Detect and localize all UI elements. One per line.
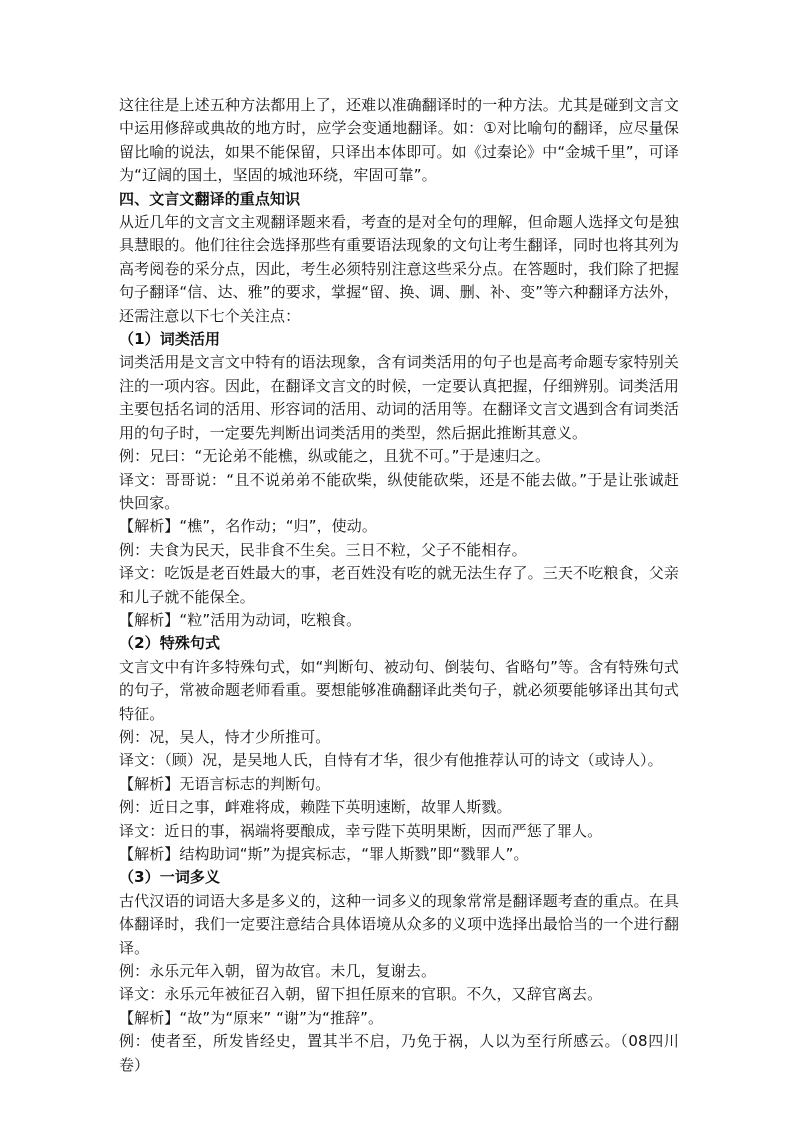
example-sentence: 例：夫食为民天，民非食不生矣。三日不粒，父子不能相存。 <box>119 540 527 559</box>
paragraph-special-sentence-intro: 文言文中有许多特殊句式，如“判断句、被动句、倒装句、省略句”等。含有特殊句式的句子，常被命题老师看重。要想能够准确翻译此类句子，就必须要能够译出其句式特征。 <box>119 657 679 723</box>
example-sentence: 例：况，吴人，恃才少所推可。 <box>119 727 331 746</box>
subheading-polysemy: （3）一词多义 <box>119 868 221 887</box>
document-body <box>119 94 679 1077</box>
analysis-text: 【解析】结构助词“斯”为提宾标志，“罪人斯戮”即“戮罪人”。 <box>119 845 529 863</box>
translation-text: 译文：（顾）况，是吴地人氏，自恃有才华，很少有他推荐认可的诗文（或诗人）。 <box>119 751 663 770</box>
translation-text: 译文：吃饭是老百姓最大的事，老百姓没有吃的就无法生存了。三天不吃粮食，父亲和儿子就不能保全。 <box>119 564 679 606</box>
example-sentence: 例：使者至，所发皆经史，置其半不启，乃免于祸，人以为至行所感云。（08四川卷） <box>119 1032 679 1074</box>
analysis-text: 【解析】“樵”，名作动；“归”，使动。 <box>119 517 377 536</box>
analysis-text: 【解析】“粒”活用为动词，吃粮食。 <box>119 610 362 629</box>
paragraph-method-intro: 这往往是上述五种方法都用上了，还难以准确翻译时的一种方法。尤其是碰到文言文中运用修辞或典故的地方时，应学会变通地翻译。如：①对比喻句的翻译，应尽量保留比喻的说法，如果不能保留，只译出本体即可。如《过秦论》中“金城千里”，可译为“辽阔的国土，坚固的城池环绕，牢固可靠”。 <box>119 96 679 185</box>
analysis-text: 【解析】无语言标志的判断句。 <box>119 774 331 793</box>
translation-text: 译文：哥哥说：“且不说弟弟不能砍柴，纵使能砍柴，还是不能去做。”于是让张诚赶快回家。 <box>119 470 679 512</box>
paragraph-overview: 从近几年的文言文主观翻译题来看，考查的是对全句的理解，但命题人选择文句是独具慧眼的。他们往往会选择那些有重要语法现象的文句让考生翻译，同时也将其列为高考阅卷的采分点，因此，考生必须特别注意这些采分点。在答题时，我们除了把握句子翻译“信、达、雅”的要求，掌握“留、换、调、删、补、变”等六种翻译方法外，还需注意以下七个关注点： <box>119 213 679 325</box>
example-sentence: 例：永乐元年入朝，留为故官。未几，复谢去。 <box>119 962 437 981</box>
translation-text: 译文：近日的事，祸端将要酿成，幸亏陛下英明果断，因而严惩了罪人。 <box>119 821 603 840</box>
paragraph-polysemy-intro: 古代汉语的词语大多是多义的，这种一词多义的现象常常是翻译题考查的重点。在具体翻译时，我们一定要注意结合具体语境从众多的义项中选择出最恰当的一个进行翻译。 <box>119 891 679 957</box>
section-heading-key-knowledge: 四、文言文翻译的重点知识 <box>119 189 301 208</box>
translation-text: 译文：永乐元年被征召入朝，留下担任原来的官职。不久，又辞官离去。 <box>119 985 603 1004</box>
paragraph-word-class-intro: 词类活用是文言文中特有的语法现象，含有词类活用的句子也是高考命题专家特别关注的一项内容。因此，在翻译文言文的时候，一定要认真把握，仔细辨别。词类活用主要包括名词的活用、形容词的活用、动词的活用等。在翻译文言文遇到含有词类活用的句子时，一定要先判断出词类活用的类型，然后据此推断其意义。 <box>119 353 679 442</box>
analysis-text: 【解析】“故”为“原来” “谢”为“推辞”。 <box>119 1008 384 1027</box>
subheading-special-sentence: （2）特殊句式 <box>119 634 221 653</box>
subheading-word-class-shift: （1）词类活用 <box>119 330 221 349</box>
example-sentence: 例：近日之事，衅难将成，赖陛下英明速断，故罪人斯戮。 <box>119 798 512 817</box>
example-sentence: 例：兄曰：“无论弟不能樵，纵或能之，且犹不可。”于是速归之。 <box>119 447 551 466</box>
